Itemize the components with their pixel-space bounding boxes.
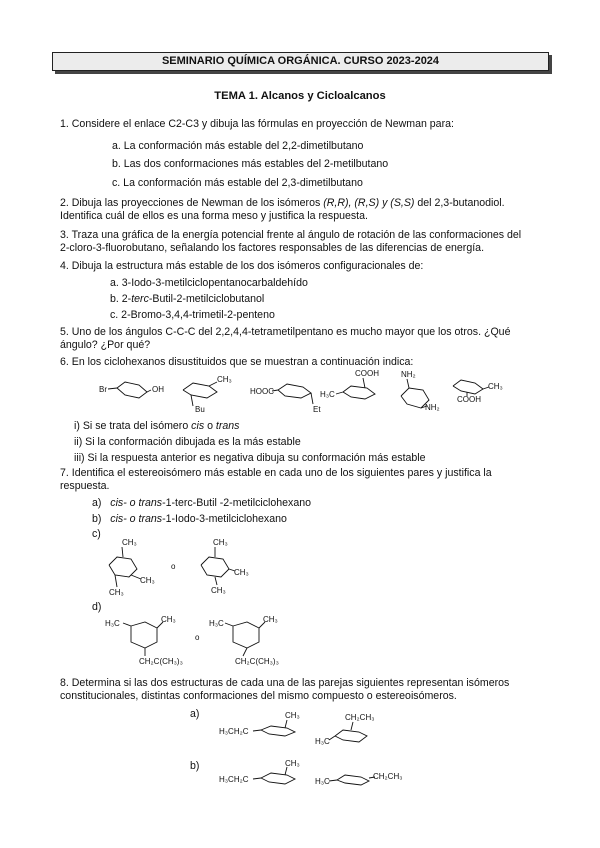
q8b-ch3-a: CH₃ — [285, 759, 300, 768]
q7-d-figure — [105, 612, 305, 672]
q6-label-hooc: HOOC — [250, 387, 274, 396]
q4-b-pre: b. 2- — [110, 293, 132, 305]
q4-b-post: -Butil-2-metilciclobutanol — [148, 293, 265, 305]
q5-line-1: 5. Uno de los ángulos C-C-C del 2,2,4,4-tetrametilpentano es mucho mayor que los otros. ¿Qué — [60, 326, 511, 338]
q8-a-structure-2 — [315, 713, 374, 746]
q8b-ethyl-b: CH₂CH₃ — [373, 772, 403, 781]
q8a-ethyl-a: H₃CH₂C — [219, 727, 249, 736]
q8a-ch3-a: CH₃ — [285, 711, 300, 720]
q1-option-b: b. Las dos conformaciones más estables del 2-metilbutano — [112, 158, 389, 170]
q6-structure-3 — [250, 384, 321, 414]
q7c-ch3-top-b: CH₃ — [213, 538, 228, 547]
page-subtitle: TEMA 1. Alcanos y Cicloalcanos — [214, 90, 386, 102]
q7-b-italic: cis- o trans — [110, 513, 163, 525]
q7-a-text: -1-terc-Butil -2-metilciclohexano — [162, 497, 312, 509]
q7-d-structure-2 — [209, 615, 279, 666]
q6-label-cooh-a: COOH — [355, 369, 379, 378]
q8a-h3c-b: H₃C — [315, 737, 330, 746]
q2-text-a: 2. Dibuja las proyecciones de Newman de los isómeros — [60, 197, 324, 209]
q7-d-structure-1 — [105, 615, 183, 666]
q8-line-2: constitucionales, distintas conformaciones del mismo compuesto o estereoisómeros. — [60, 689, 457, 702]
q3-line-1: 3. Traza una gráfica de la energía potencial frente al ángulo de rotación de las conformaciones del — [60, 229, 522, 241]
q6-structure-6 — [453, 380, 503, 404]
q6-label-nh2-a: NH₂ — [401, 370, 416, 379]
question-5 — [60, 326, 548, 352]
question-1: 1. Considere el enlace C2-C3 y dibuja las fórmulas en proyección de Newman para: — [60, 118, 454, 130]
q1-option-a: a. La conformación más estable del 2,2-dimetilbutano — [112, 140, 364, 152]
q7-line-2: respuesta. — [60, 479, 110, 492]
q6-i-cis: cis — [191, 420, 205, 432]
q4-option-a: a. 3-Iodo-3-metilciclopentanocarbaldehído — [110, 277, 308, 289]
q8-a-figure — [215, 708, 415, 746]
q6-i-text: i) Si se trata del isómero — [74, 420, 192, 432]
q7d-tbu-a: CH₂C(CH₃)₃ — [139, 657, 183, 666]
q5-line-2: ángulo? ¿Por qué? — [60, 338, 151, 351]
q7-line-1: 7. Identifica el estereoisómero más estable en cada uno de los siguientes pares y justifica la — [60, 467, 492, 479]
q7-c-structure-2 — [201, 538, 249, 595]
q6-structure-4 — [320, 369, 379, 399]
q2-isomers: (R,R), (R,S) y (S,S) — [323, 197, 415, 209]
q4-option-b — [110, 293, 264, 306]
q6-item-ii: ii) Si la conformación dibujada es la más estable — [74, 436, 301, 448]
q8-b-structure-2 — [315, 772, 402, 786]
q3-line-2: 2-cloro-3-fluorobutano, señalando los factores responsables de las diferencias de energía. — [60, 241, 485, 254]
q7c-ch3-right-b: CH₃ — [234, 568, 249, 577]
q8-line-1: 8. Determina si las dos estructuras de cada una de las parejas siguientes representan isómeros — [60, 677, 510, 689]
q8-option-b-label: b) — [190, 760, 200, 772]
q6-label-oh: OH — [152, 385, 164, 394]
q8-a-structure-1 — [219, 711, 300, 736]
q7c-or: o — [171, 562, 176, 571]
q6-label-nh2-b: NH₂ — [425, 403, 440, 412]
q6-structure-2 — [183, 375, 232, 414]
q6-i-trans: trans — [215, 420, 240, 432]
q7d-h3c-b: H₃C — [209, 619, 224, 628]
q6-label-ch3-b: CH₃ — [488, 382, 503, 391]
q7-a-label: a) — [92, 497, 102, 509]
q6-label-cooh-b: COOH — [457, 395, 481, 404]
question-6: 6. En los ciclohexanos disustituidos que se muestran a continuación indica: — [60, 356, 414, 368]
q4-option-c: c. 2-Bromo-3,4,4-trimetil-2-penteno — [110, 309, 275, 321]
question-3 — [60, 229, 548, 255]
q7-c-figure — [95, 535, 295, 597]
q7c-ch3-bottom-a: CH₃ — [109, 588, 124, 597]
q8b-h3c-b: H₃C — [315, 777, 330, 786]
question-2 — [60, 197, 548, 223]
q7d-h3c-a: H₃C — [105, 619, 120, 628]
q7-b-label: b) — [92, 513, 102, 525]
q6-structures-figure — [95, 368, 535, 416]
q6-label-h3c: H₃C — [320, 390, 335, 399]
q4-b-italic: terc — [131, 293, 149, 305]
question-4: 4. Dibuja la estructura más estable de los dos isómeros configuracionales de: — [60, 260, 424, 272]
q6-label-bu: Bu — [195, 405, 205, 414]
q7-option-a — [92, 497, 311, 510]
q7-option-b — [92, 513, 287, 526]
q6-i-or: o — [204, 420, 216, 432]
q8-b-figure — [215, 760, 415, 790]
q7d-ch3-a: CH₃ — [161, 615, 176, 624]
q6-label-ch3-a: CH₃ — [217, 375, 232, 384]
q7c-ch3-top-a: CH₃ — [122, 538, 137, 547]
q8b-ethyl-a: H₃CH₂C — [219, 775, 249, 784]
q7c-ch3-right-a: CH₃ — [140, 576, 155, 585]
q7-c-structure-1 — [109, 538, 155, 597]
q6-label-br: Br — [99, 385, 107, 394]
q6-structure-5 — [401, 370, 440, 412]
q7d-ch3-b: CH₃ — [263, 615, 278, 624]
question-7 — [60, 467, 548, 493]
q6-label-et: Et — [313, 405, 321, 414]
q7-b-text: -1-Iodo-3-metilciclohexano — [162, 513, 287, 525]
q7c-ch3-bottom-b: CH₃ — [211, 586, 226, 595]
question-8 — [60, 677, 548, 703]
q7-a-italic: cis- o trans — [110, 497, 163, 509]
q8a-ethyl-b: CH₂CH₃ — [345, 713, 375, 722]
q7d-or: o — [195, 633, 200, 642]
q2-text-c: Identifica cuál de ellos es una forma meso y justifica la respuesta. — [60, 209, 368, 222]
q2-text-b: del 2,3-butanodiol. — [414, 197, 505, 209]
q8-b-structure-1 — [219, 759, 300, 784]
q7-option-d-label: d) — [92, 601, 102, 613]
q1-option-c: c. La conformación más estable del 2,3-dimetilbutano — [112, 177, 363, 189]
q7-option-c-label: c) — [92, 528, 101, 540]
q7d-tbu-b: CH₂C(CH₃)₃ — [235, 657, 279, 666]
q6-item-iii: iii) Si la respuesta anterior es negativa dibuja su conformación más estable — [74, 452, 426, 464]
header-title: SEMINARIO QUÍMICA ORGÁNICA. CURSO 2023-2024 — [52, 52, 549, 71]
q6-item-i — [74, 420, 239, 433]
q6-structure-1 — [99, 382, 164, 398]
q8-option-a-label: a) — [190, 708, 200, 720]
